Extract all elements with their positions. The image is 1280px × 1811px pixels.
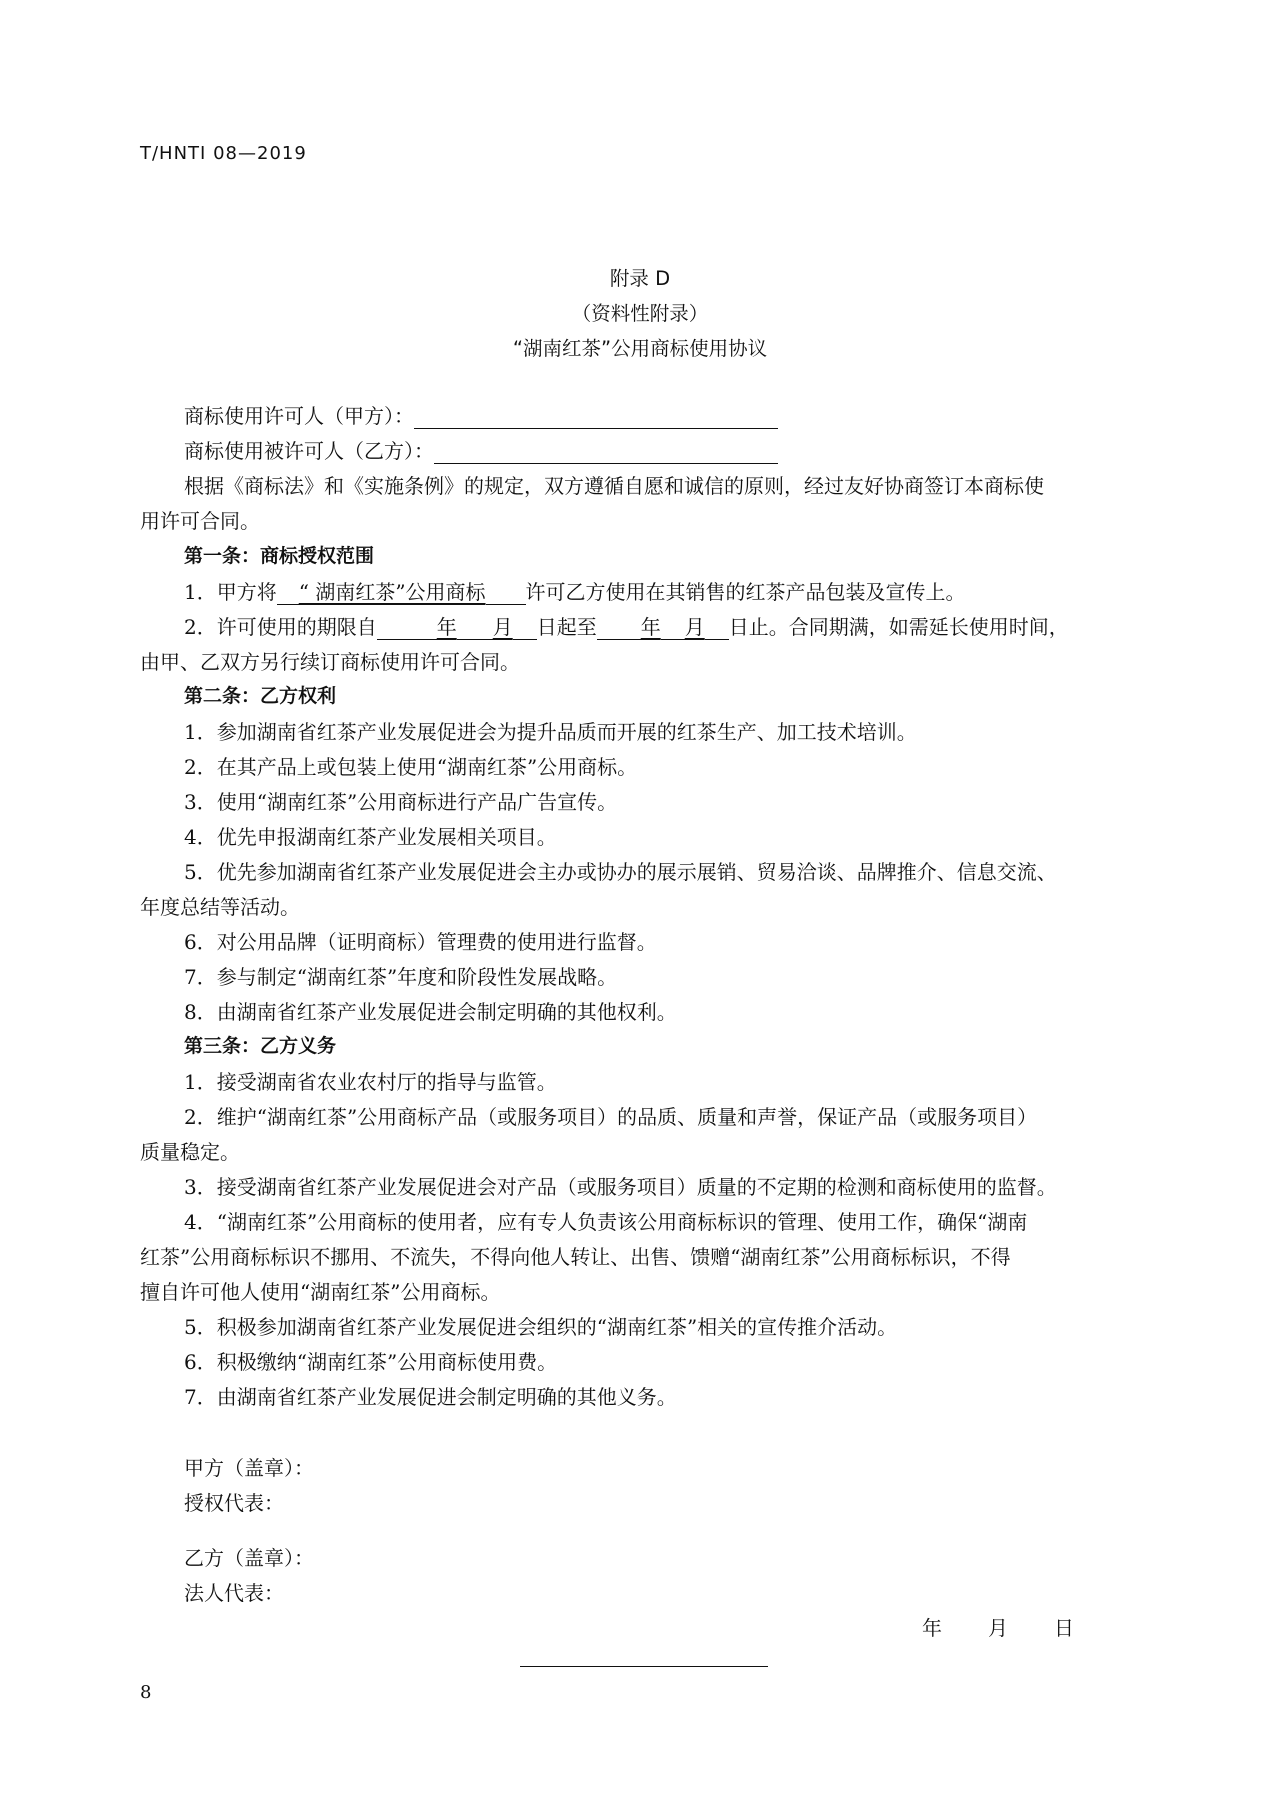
article-1-item-2: [184, 611, 1069, 640]
list-item: 6．积极缴纳“湖南红茶”公用商标使用费。: [184, 1350, 558, 1374]
list-item: 2．维护“湖南红茶”公用商标产品（或服务项目）的品质、质量和声誉，保证产品（或服务项目）: [184, 1105, 1038, 1129]
item-text: 1．甲方将: [184, 580, 277, 604]
intro-line-1: 根据《商标法》和《实施条例》的规定，双方遵循自愿和诚信的原则，经过友好协商签订本商标使: [184, 474, 1044, 498]
list-item: 1．接受湖南省农业农村厅的指导与监管。: [184, 1070, 557, 1094]
article-1-item-1: [184, 576, 966, 605]
blank: [377, 617, 437, 640]
appendix-label: 附录 D: [609, 267, 671, 290]
item-text: 日止。合同期满，如需延长使用时间，: [728, 615, 1069, 639]
list-item: 2．在其产品上或包装上使用“湖南红茶”公用商标。: [184, 755, 638, 779]
date-month: 月: [988, 1616, 1008, 1640]
blank: [513, 617, 537, 640]
article-1-title: 第一条：商标授权范围: [184, 545, 375, 567]
year-label: 年: [436, 615, 457, 639]
date-year: 年: [922, 1616, 942, 1640]
blank: [705, 617, 729, 640]
article-2-title: 第二条：乙方权利: [184, 685, 337, 707]
trademark-fill: “ 湖南红茶”公用商标: [298, 580, 486, 604]
licensee-label: 商标使用被许可人（乙方）：: [184, 439, 434, 463]
blank: [486, 582, 526, 605]
month-label: 月: [492, 615, 513, 639]
list-item: 3．接受湖南省红茶产业发展促进会对产品（或服务项目）质量的不定期的检测和商标使用的监督。: [184, 1175, 1057, 1199]
licensee-line: [184, 435, 778, 464]
list-item-cont: 擅自许可他人使用“湖南红茶”公用商标。: [140, 1280, 501, 1304]
month-label: 月: [684, 615, 705, 639]
licensor-blank: [414, 406, 778, 429]
agreement-title: “湖南红茶”公用商标使用协议: [512, 337, 768, 360]
list-item: 3．使用“湖南红茶”公用商标进行产品广告宣传。: [184, 790, 618, 814]
list-item: 5．优先参加湖南省红茶产业发展促进会主办或协办的展示展销、贸易洽谈、品牌推介、信息交流、: [184, 860, 1057, 884]
intro-line-2: 用许可合同。: [140, 509, 260, 533]
date-day: 日: [1054, 1616, 1074, 1640]
year-label: 年: [640, 615, 661, 639]
blank: [457, 617, 493, 640]
list-item: 7．参与制定“湖南红茶”年度和阶段性发展战略。: [184, 965, 618, 989]
party-a-seal: 甲方（盖章）：: [184, 1456, 314, 1480]
list-item: 8．由湖南省红茶产业发展促进会制定明确的其他权利。: [184, 1000, 677, 1024]
list-item-cont: 质量稳定。: [140, 1140, 240, 1164]
footer-rule: [520, 1666, 768, 1667]
sign-date: [922, 1612, 1074, 1641]
list-item-cont: 年度总结等活动。: [140, 895, 300, 919]
item-text: 许可乙方使用在其销售的红茶产品包装及宣传上。: [525, 580, 966, 604]
party-b-seal: 乙方（盖章）：: [184, 1546, 314, 1570]
licensee-blank: [434, 441, 778, 464]
item-text: 日起至: [536, 615, 597, 639]
licensor-line: [184, 400, 778, 429]
list-item-cont: 红茶”公用商标标识不挪用、不流失，不得向他人转让、出售、馈赠“湖南红茶”公用商标标识，不得: [140, 1245, 1011, 1269]
list-item: 7．由湖南省红茶产业发展促进会制定明确的其他义务。: [184, 1385, 677, 1409]
licensor-label: 商标使用许可人（甲方）：: [184, 404, 414, 428]
article-1-item-2-cont: 由甲、乙双方另行续订商标使用许可合同。: [140, 650, 520, 674]
party-a-representative: 授权代表：: [184, 1491, 284, 1515]
item-text: 2．许可使用的期限自: [184, 615, 377, 639]
article-3-title: 第三条：乙方义务: [184, 1035, 337, 1057]
appendix-nature: （资料性附录）: [571, 302, 709, 325]
blank: [661, 617, 685, 640]
blank: [597, 617, 641, 640]
list-item: 4．“湖南红茶”公用商标的使用者，应有专人负责该公用商标标识的管理、使用工作，确保“湖南: [184, 1210, 1028, 1234]
list-item: 4．优先申报湖南红茶产业发展相关项目。: [184, 825, 557, 849]
page-number: 8: [140, 1682, 152, 1703]
document-code: T/HNTI 08—2019: [140, 143, 307, 164]
list-item: 1．参加湖南省红茶产业发展促进会为提升品质而开展的红茶生产、加工技术培训。: [184, 720, 917, 744]
blank: [277, 582, 299, 605]
list-item: 5．积极参加湖南省红茶产业发展促进会组织的“湖南红茶”相关的宣传推介活动。: [184, 1315, 898, 1339]
list-item: 6．对公用品牌（证明商标）管理费的使用进行监督。: [184, 930, 657, 954]
party-b-representative: 法人代表：: [184, 1581, 284, 1605]
